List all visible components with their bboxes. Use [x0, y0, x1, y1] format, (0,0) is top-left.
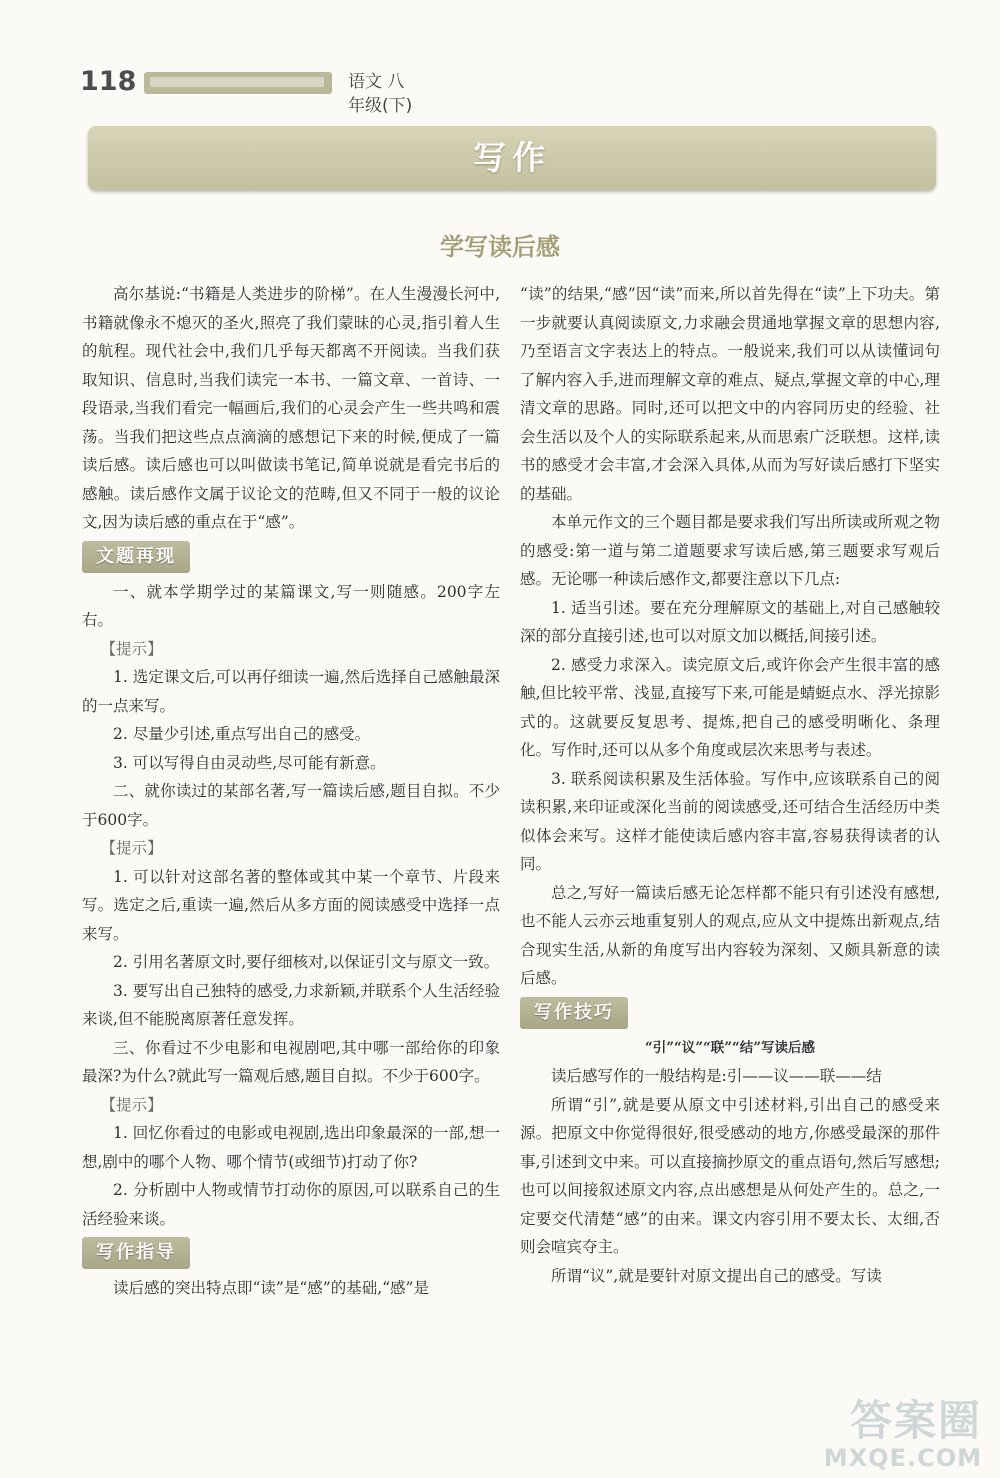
- topic-line: 3. 可以写得自由灵动些,尽可能有新意。: [113, 753, 386, 772]
- article-title: 学写读后感: [440, 233, 560, 261]
- section-tag-topics: 文题再现: [82, 541, 190, 573]
- guidance-paragraph: “读”的结果,“感”因“读”而来,所以首先得在“读”上下功夫。第一步就要认真阅读原文,力求融会贯通地掌握文章的思想内容,乃至语言文字表达上的特点。一般说来,我们可以从读懂词句了解内容入手,进而理解文章的难点、疑点,掌握文章的中心,理清文章的思路。同时,还可以把文中的内容同历史的经验、社会生活以及个人的实际联系起来,从而思索广泛联想。这样,读书的感受才会丰富,才会深入具体,从而为写好读后感打下坚实的基础。: [520, 285, 940, 503]
- series-badge: [144, 72, 332, 94]
- technique-paragraph: 读后感写作的一般结构是:引——议——联——结: [551, 1067, 882, 1085]
- guidance-paragraph: 总之,写好一篇读后感无论怎样都不能只有引述没有感想,也不能人云亦云地重复别人的观点,应从文中提炼出新观点,结合现实生活,从新的角度写出内容较为深刻、又颇具新意的读后感。: [520, 883, 940, 987]
- guidance-paragraph: 本单元作文的三个题目都是要求我们写出所读或所观之物的感受:第一道与第二道题要求写读后感,第三题要求写观后感。无论哪一种读后感作文,都要注意以下几点:: [520, 513, 940, 588]
- guidance-paragraph: 3. 联系阅读积累及生活体验。写作中,应该联系自己的阅读积累,来印证或深化当前的阅读感受,还可结合生活经历中类似体会来写。这样才能使读后感内容丰富,容易获得读者的认同。: [520, 769, 940, 873]
- topic-line: 2. 尽量少引述,重点写出自己的感受。: [113, 725, 371, 743]
- topic-line: 2. 引用名著原文时,要仔细核对,以保证引文与原文一致。: [113, 953, 500, 971]
- left-column: [82, 280, 500, 1303]
- subject-label: 语文 八年级(下): [348, 72, 413, 116]
- guidance-continued: [520, 280, 940, 993]
- topic-line: 二、就你读过的某部名著,写一篇读后感,题目自拟。不少于600字。: [82, 782, 500, 829]
- section-tag-techniques: 写作技巧: [520, 997, 628, 1029]
- guidance-paragraph: 2. 感受力求深入。读完原文后,或许你会产生很丰富的感触,但比较平常、浅显,直接写下来,可能是蜻蜓点水、浮光掠影式的。这就要反复思考、提炼,把自己的感受明晰化、条理化。写作时,还可以从多个角度或层次来思考与表述。: [520, 655, 940, 759]
- page-number: 118: [80, 66, 137, 97]
- topic-line: 一、就本学期学过的某篇课文,写一则随感。200字左右。: [82, 582, 500, 629]
- topic-line: 【提示】: [100, 639, 163, 658]
- topic-line: 1. 可以针对这部名著的整体或其中某一个章节、片段来写。选定之后,重读一遍,然后从多方面的阅读感受中选择一点来写。: [82, 867, 500, 943]
- topic-line: 【提示】: [100, 1095, 163, 1114]
- section-banner: [88, 126, 936, 190]
- right-column: [520, 280, 940, 1290]
- watermark-logo: [824, 1398, 982, 1472]
- guidance-paragraph: 读后感的突出特点即“读”是“感”的基础,“感”是: [113, 1279, 429, 1297]
- topic-line: 三、你看过不少电影和电视剧吧,其中哪一部给你的印象最深?为什么?就此写一篇观后感,题目自拟。不少于600字。: [82, 1038, 500, 1085]
- topics-list: [82, 578, 500, 1234]
- topic-line: 1. 回忆你看过的电影或电视剧,选出印象最深的一部,想一想,剧中的哪个人物、哪个情节(或细节)打动了你?: [82, 1124, 500, 1171]
- intro-paragraph: 高尔基说:“书籍是人类进步的阶梯”。在人生漫漫长河中,书籍就像永不熄灭的圣火,照亮了我们蒙昧的心灵,指引着人生的航程。现代社会中,我们几乎每天都离不开阅读。当我们获取知识、信息时,当我们读完一本书、一篇文章、一首诗、一段语录,当我们看完一幅画后,我们的心灵会产生一些共鸣和震荡。当我们把这些点点滴滴的感想记下来的时候,便成了一篇读后感。读后感也可以叫做读书笔记,简单说就是看完书后的感触。读后感作文属于议论文的范畴,但又不同于一般的议论文,因为读后感的重点在于“感”。: [82, 285, 500, 531]
- guidance-paragraph: 1. 适当引述。要在充分理解原文的基础上,对自己感触较深的部分直接引述,也可以对原文加以概括,间接引述。: [520, 598, 940, 645]
- technique-paragraph: 所谓“议”,就是要针对原文提出自己的感受。写读: [551, 1266, 882, 1285]
- technique-paragraph: 所谓“引”,就是要从原文中引述材料,引出自己的感受来源。把原文中你觉得很好,很受感动的地方,你感受最深的那件事,引述到文中来。可以直接摘抄原文的重点语句,然后写感想;也可以间接叙述原文内容,点出感想是从何处产生的。总之,一定要交代清楚“感”的由来。课文内容引用不要太长、太细,否则会喧宾夺主。: [520, 1095, 940, 1256]
- banner-title: 写作: [473, 138, 551, 177]
- page-header: [80, 66, 420, 116]
- topic-line: 【提示】: [100, 839, 163, 857]
- topic-line: 2. 分析剧中人物或情节打动你的原因,可以联系自己的生活经验来谈。: [82, 1181, 500, 1228]
- watermark-text: 答案圈: [849, 1396, 982, 1445]
- section-tag-guidance: 写作指导: [82, 1237, 190, 1269]
- techniques-subtitle: “引”“议”“联”“结”写读后感: [644, 1039, 816, 1056]
- techniques-text: [520, 1062, 940, 1290]
- watermark-url: MXQE.COM: [823, 1444, 982, 1472]
- topic-line: 1. 选定课文后,可以再仔细读一遍,然后选择自己感触最深的一点来写。: [82, 668, 500, 715]
- topic-line: 3. 要写出自己独特的感受,力求新颖,并联系个人生活经验来谈,但不能脱离原著任意发挥。: [82, 981, 500, 1028]
